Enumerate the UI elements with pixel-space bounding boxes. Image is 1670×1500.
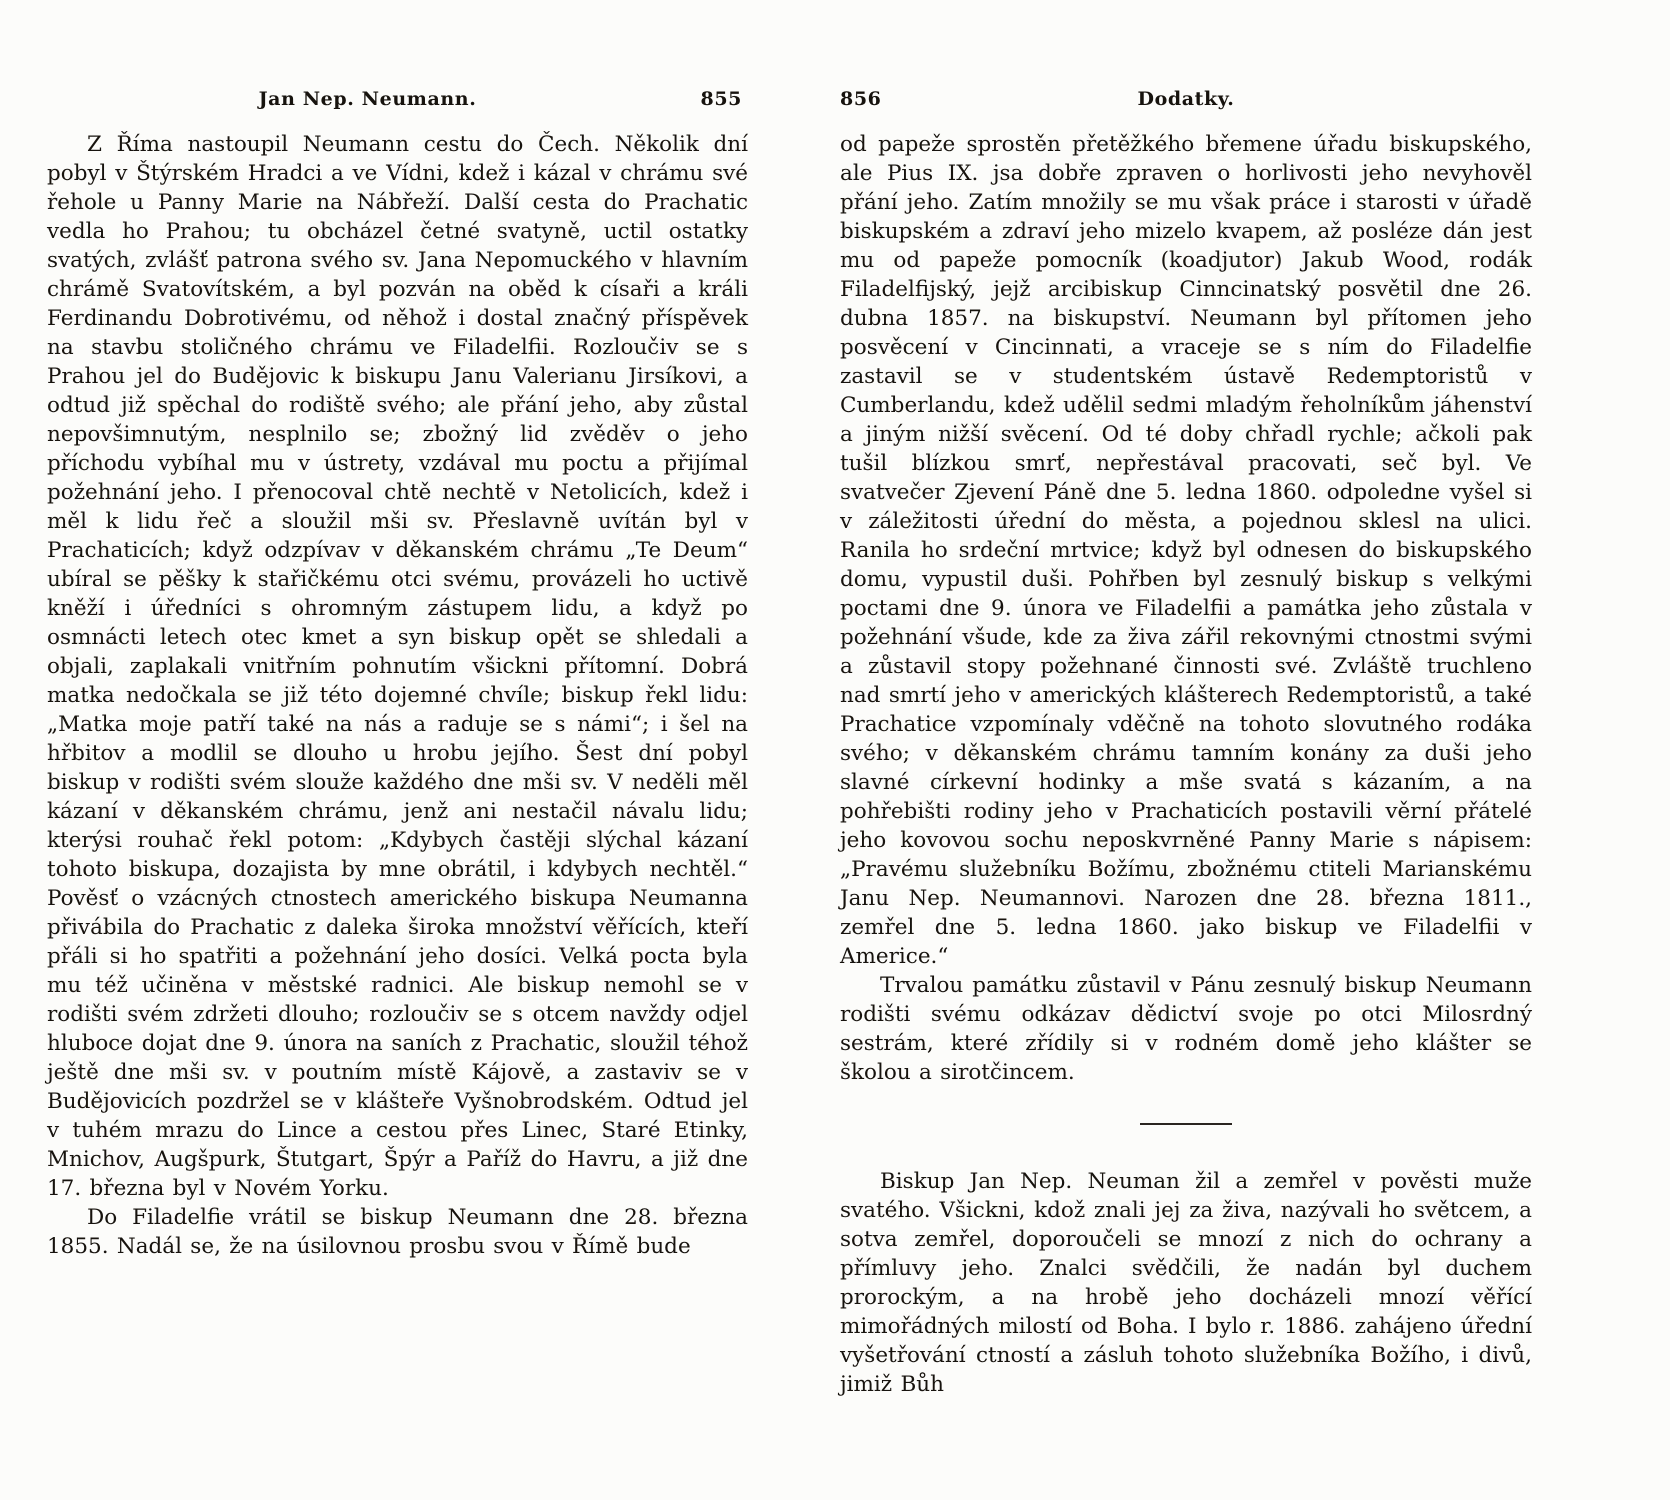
right-page [840, 88, 1532, 1399]
page-number: 856 [840, 88, 882, 110]
paragraph: Z Říma nastoupil Neumann cestu do Čech. Několik dní pobyl v Štýrském Hradci a ve Vídni, kdež i kázal v chrámu své řehole u Panny Marie na Nábřeží. Další cesta do Prachatic vedla ho Prahou; tu obcházel četné svatyně, uctil ostatky svatých, zvlášť patrona svého sv. Jana Nepomuckého v hlavním chrámě Svatovítském, a byl pozván na oběd k císaři a králi Ferdinandu Dobrotivému, od něhož i dostal značný příspěvek na stavbu stoličného chrámu ve Filadelfii. Rozloučiv se s Prahou jel do Budějovic k biskupu Janu Valerianu Jirsíkovi, a odtud již spěchal do rodiště svého; ale přání jeho, aby zůstal nepovšimnutým, nesplnilo se; zbožný lid zvěděv o jeho příchodu vybíhal mu v ústrety, vzdával mu poctu a přijímal požehnání jeho. I přenocoval chtě nechtě v Netolicích, kdež i měl k lidu řeč a sloužil mši sv. Přeslavně uvítán byl v Prachaticích; když odzpívav v děkanském chrámu „Te Deum“ ubíral se pěšky k stařičkému otci svému, provázeli ho uctivě kněží i úředníci s ohromným zástupem lidu, a když po osmnácti letech otec kmet a syn biskup opět se shledali a objali, zaplakali vnitřním pohnutím všickni přítomní. Dobrá matka nedočkala se již této dojemné chvíle; biskup řekl lidu: „Matka moje patří také na nás a raduje se s námi“; i šel na hřbitov a modlil se dlouho u hrobu jejího. Šest dní pobyl biskup v rodišti svém slouže každého dne mši sv. V neděli měl kázaní v děkanském chrámu, jenž ani nestačil návalu lidu; kterýsi rouhač řekl potom: „Kdybych častěji slýchal kázaní tohoto biskupa, dozajista by mne obrátil, i kdybych nechtěl.“ Pověsť o vzácných ctnostech amerického biskupa Neumanna přivábila do Prachatic z daleka široka množství věřících, kteří přáli si ho spatřiti a požehnání jeho dosíci. Velká pocta byla mu též učiněna v městské radnici. Ale biskup nemohl se v rodišti svém zdržeti dlouho; rozloučiv se s otcem navždy odjel hluboce dojat dne 9. února na saních z Prachatic, sloužil téhož ještě dne mši sv. v poutním místě Kájově, a zastaviv se v Budějovicích pozdržel se v klášteře Vyšnobrodském. Odtud jel v tuhém mrazu do Lince a cestou přes Linec, Staré Etinky, Mnichov, Augšpurk, Štutgart, Špýr a Paříž do Havru, a již dne 17. března byl v Novém Yorku. [47, 132, 748, 1201]
paragraph: od papeže sprostěn přetěžkého břemene úřadu biskupského, ale Pius IX. jsa dobře zpraven o horlivosti jeho nevyhověl přání jeho. Zatím množily se mu však práce i starosti v úřadě biskupském a zdraví jeho mizelo kvapem, až posléze dán jest mu od papeže pomocník (koadjutor) Jakub Wood, rodák Filadelfijský, jejž arcibiskup Cinncinatský posvětil dne 26. dubna 1857. na biskupství. Neumann byl přítomen jeho posvěcení v Cincinnati, a vraceje se s ním do Filadelfie zastavil se v studentském ústavě Redemptoristů v Cumberlandu, kdež udělil sedmi mladým řeholníkům jáhenství a jiným nižší svěcení. Od té doby chřadl rychle; ačkoli pak tušil blízkou smrť, nepřestával pracovati, seč byl. Ve svatvečer Zjevení Páně dne 5. ledna 1860. odpoledne vyšel si v záležitosti úřední do města, a pojednou sklesl na ulici. Ranila ho srdeční mrtvice; když byl odnesen do biskupského domu, vypustil duši. Pohřben byl zesnulý biskup s velkými poctami dne 9. února ve Filadelfii a památka jeho zůstala v požehnání všude, kde za živa zářil rekovnými ctnostmi svými a zůstavil stopy požehnané činnosti své. Zvláště truchleno nad smrtí jeho v amerických klášterech Redemptoristů, a také Prachatice vzpomínaly vděčně na tohoto slovutného rodáka svého; v děkanském chrámu tamním konány za duši jeho slavné církevní hodinky a mše svatá s kázaním, a na pohřebišti rodiny jeho v Prachaticích postavili věrní přátelé jeho kovovou sochu neposkvrněné Panny Marie s nápisem: „Pravému služebníku Božímu, zbožnému ctiteli Marianskému Janu Nep. Neumannovi. Narozen dne 28. března 1811., zemřel dne 5. ledna 1860. jako biskup ve Filadelfii v Americe.“ [840, 132, 1532, 969]
page-number: 855 [700, 88, 742, 110]
paragraph: Do Filadelfie vrátil se biskup Neumann dne 28. března 1855. Nadál se, že na úsilovnou prosbu svou v Římě bude [47, 1205, 748, 1259]
paragraph: Trvalou památku zůstavil v Pánu zesnulý biskup Neumann rodišti svému odkázav dědictví svoje po otci Milosrdný sestrám, které zřídily si v rodném domě jeho klášter se školou a sirotčincem. [840, 973, 1532, 1085]
right-running-head [840, 88, 1532, 118]
left-running-head [47, 88, 748, 118]
right-page-text [840, 130, 1532, 1399]
left-page-text [47, 130, 748, 1261]
section-divider [1140, 1123, 1232, 1125]
running-head-title: Dodatky. [1137, 88, 1235, 110]
left-page [47, 88, 748, 1261]
running-head-title: Jan Nep. Neumann. [258, 88, 477, 110]
paragraph: Biskup Jan Nep. Neuman žil a zemřel v pověsti muže svatého. Všickni, kdož znali jej za živa, nazývali ho světcem, a sotva zemřel, doporoučeli se mnozí z nich do ochrany a přímluvy jeho. Znalci svědčili, že nadán byl duchem prorockým, a na hrobě jeho docházeli mnozí věřící mimořádných milostí od Boha. I bylo r. 1886. zahájeno úřední vyšetřování ctností a zásluh tohoto služebníka Božího, i divů, jimiž Bůh [840, 1169, 1532, 1397]
